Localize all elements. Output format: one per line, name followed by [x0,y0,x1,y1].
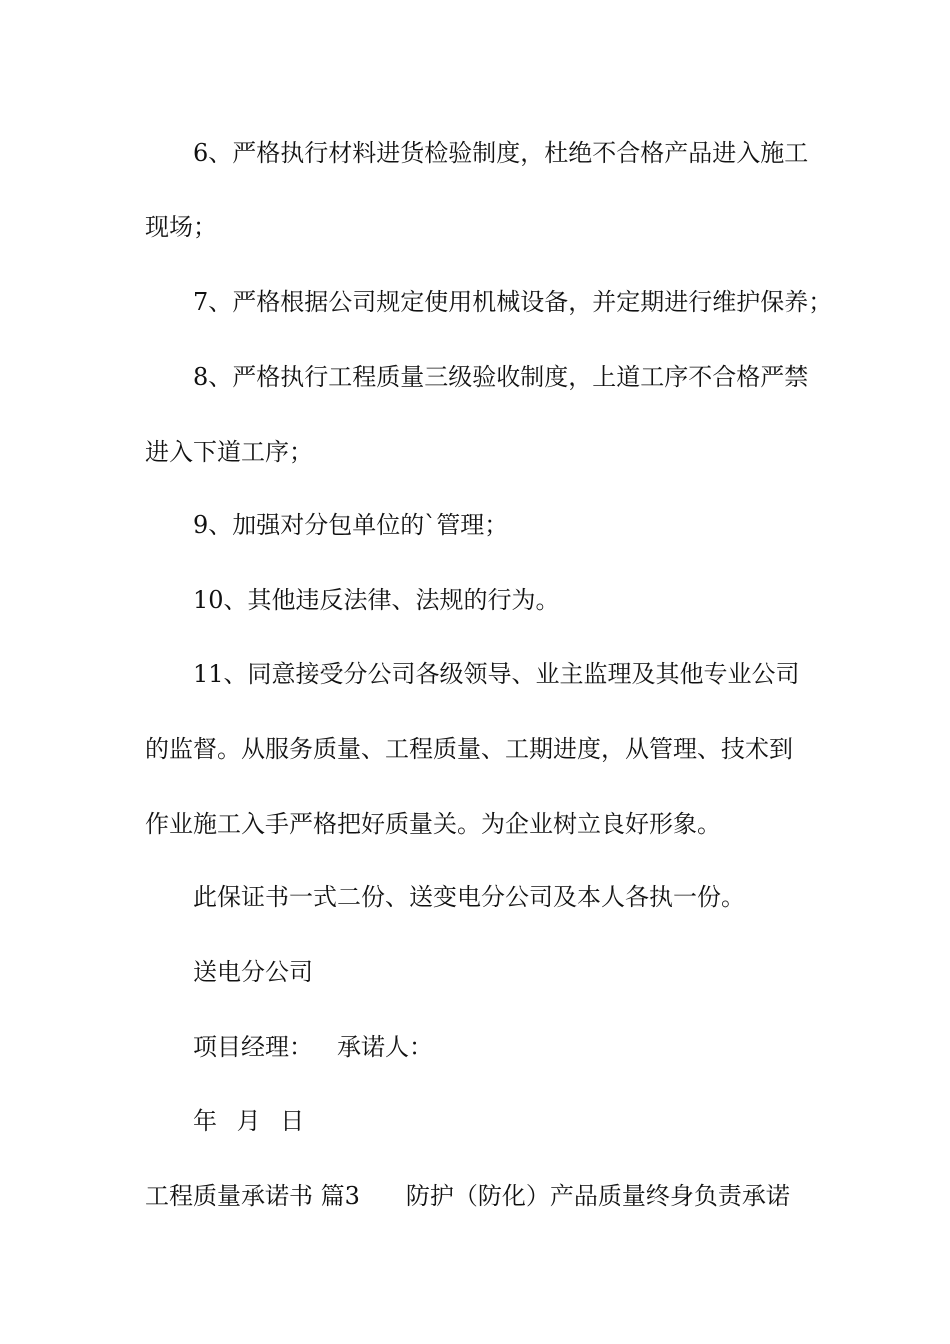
clause-11-line-1: 11、同意接受分公司各级领导、业主监理及其他专业公司 [193,660,800,688]
date-row [193,1106,316,1136]
project-manager-label: 项目经理： [193,1033,313,1061]
clause-9: 9、加强对分包单位的`管理； [193,511,509,539]
clause-6-line-1: 6、严格执行材料进货检验制度，杜绝不合格产品进入施工 [193,139,809,167]
next-section-heading [145,1181,790,1211]
section-title: 工程质量承诺书 篇3 [145,1182,360,1210]
signature-row [193,1032,433,1062]
section-subtitle: 防护（防化）产品质量终身负责承诺 [405,1182,790,1210]
clause-8-line-2: 进入下道工序； [145,438,313,466]
clause-10: 10、其他违反法律、法规的行为。 [193,586,560,614]
clause-11-line-3: 作业施工入手严格把好质量关。为企业树立良好形象。 [145,810,721,838]
promisor-label: 承诺人： [337,1033,433,1061]
year-label: 年 [193,1107,217,1135]
clause-8-line-1: 8、严格执行工程质量三级验收制度，上道工序不合格严禁 [193,363,809,391]
clause-7: 7、严格根据公司规定使用机械设备，并定期进行维护保养； [193,288,833,316]
copies-statement: 此保证书一式二份、送变电分公司及本人各执一份。 [193,883,745,911]
company-name: 送电分公司 [193,958,313,986]
day-label: 日 [280,1107,305,1135]
month-label: 月 [236,1107,261,1135]
clause-6-line-2: 现场； [145,213,217,241]
clause-11-line-2: 的监督。从服务质量、工程质量、工期进度，从管理、技术到 [145,735,793,763]
